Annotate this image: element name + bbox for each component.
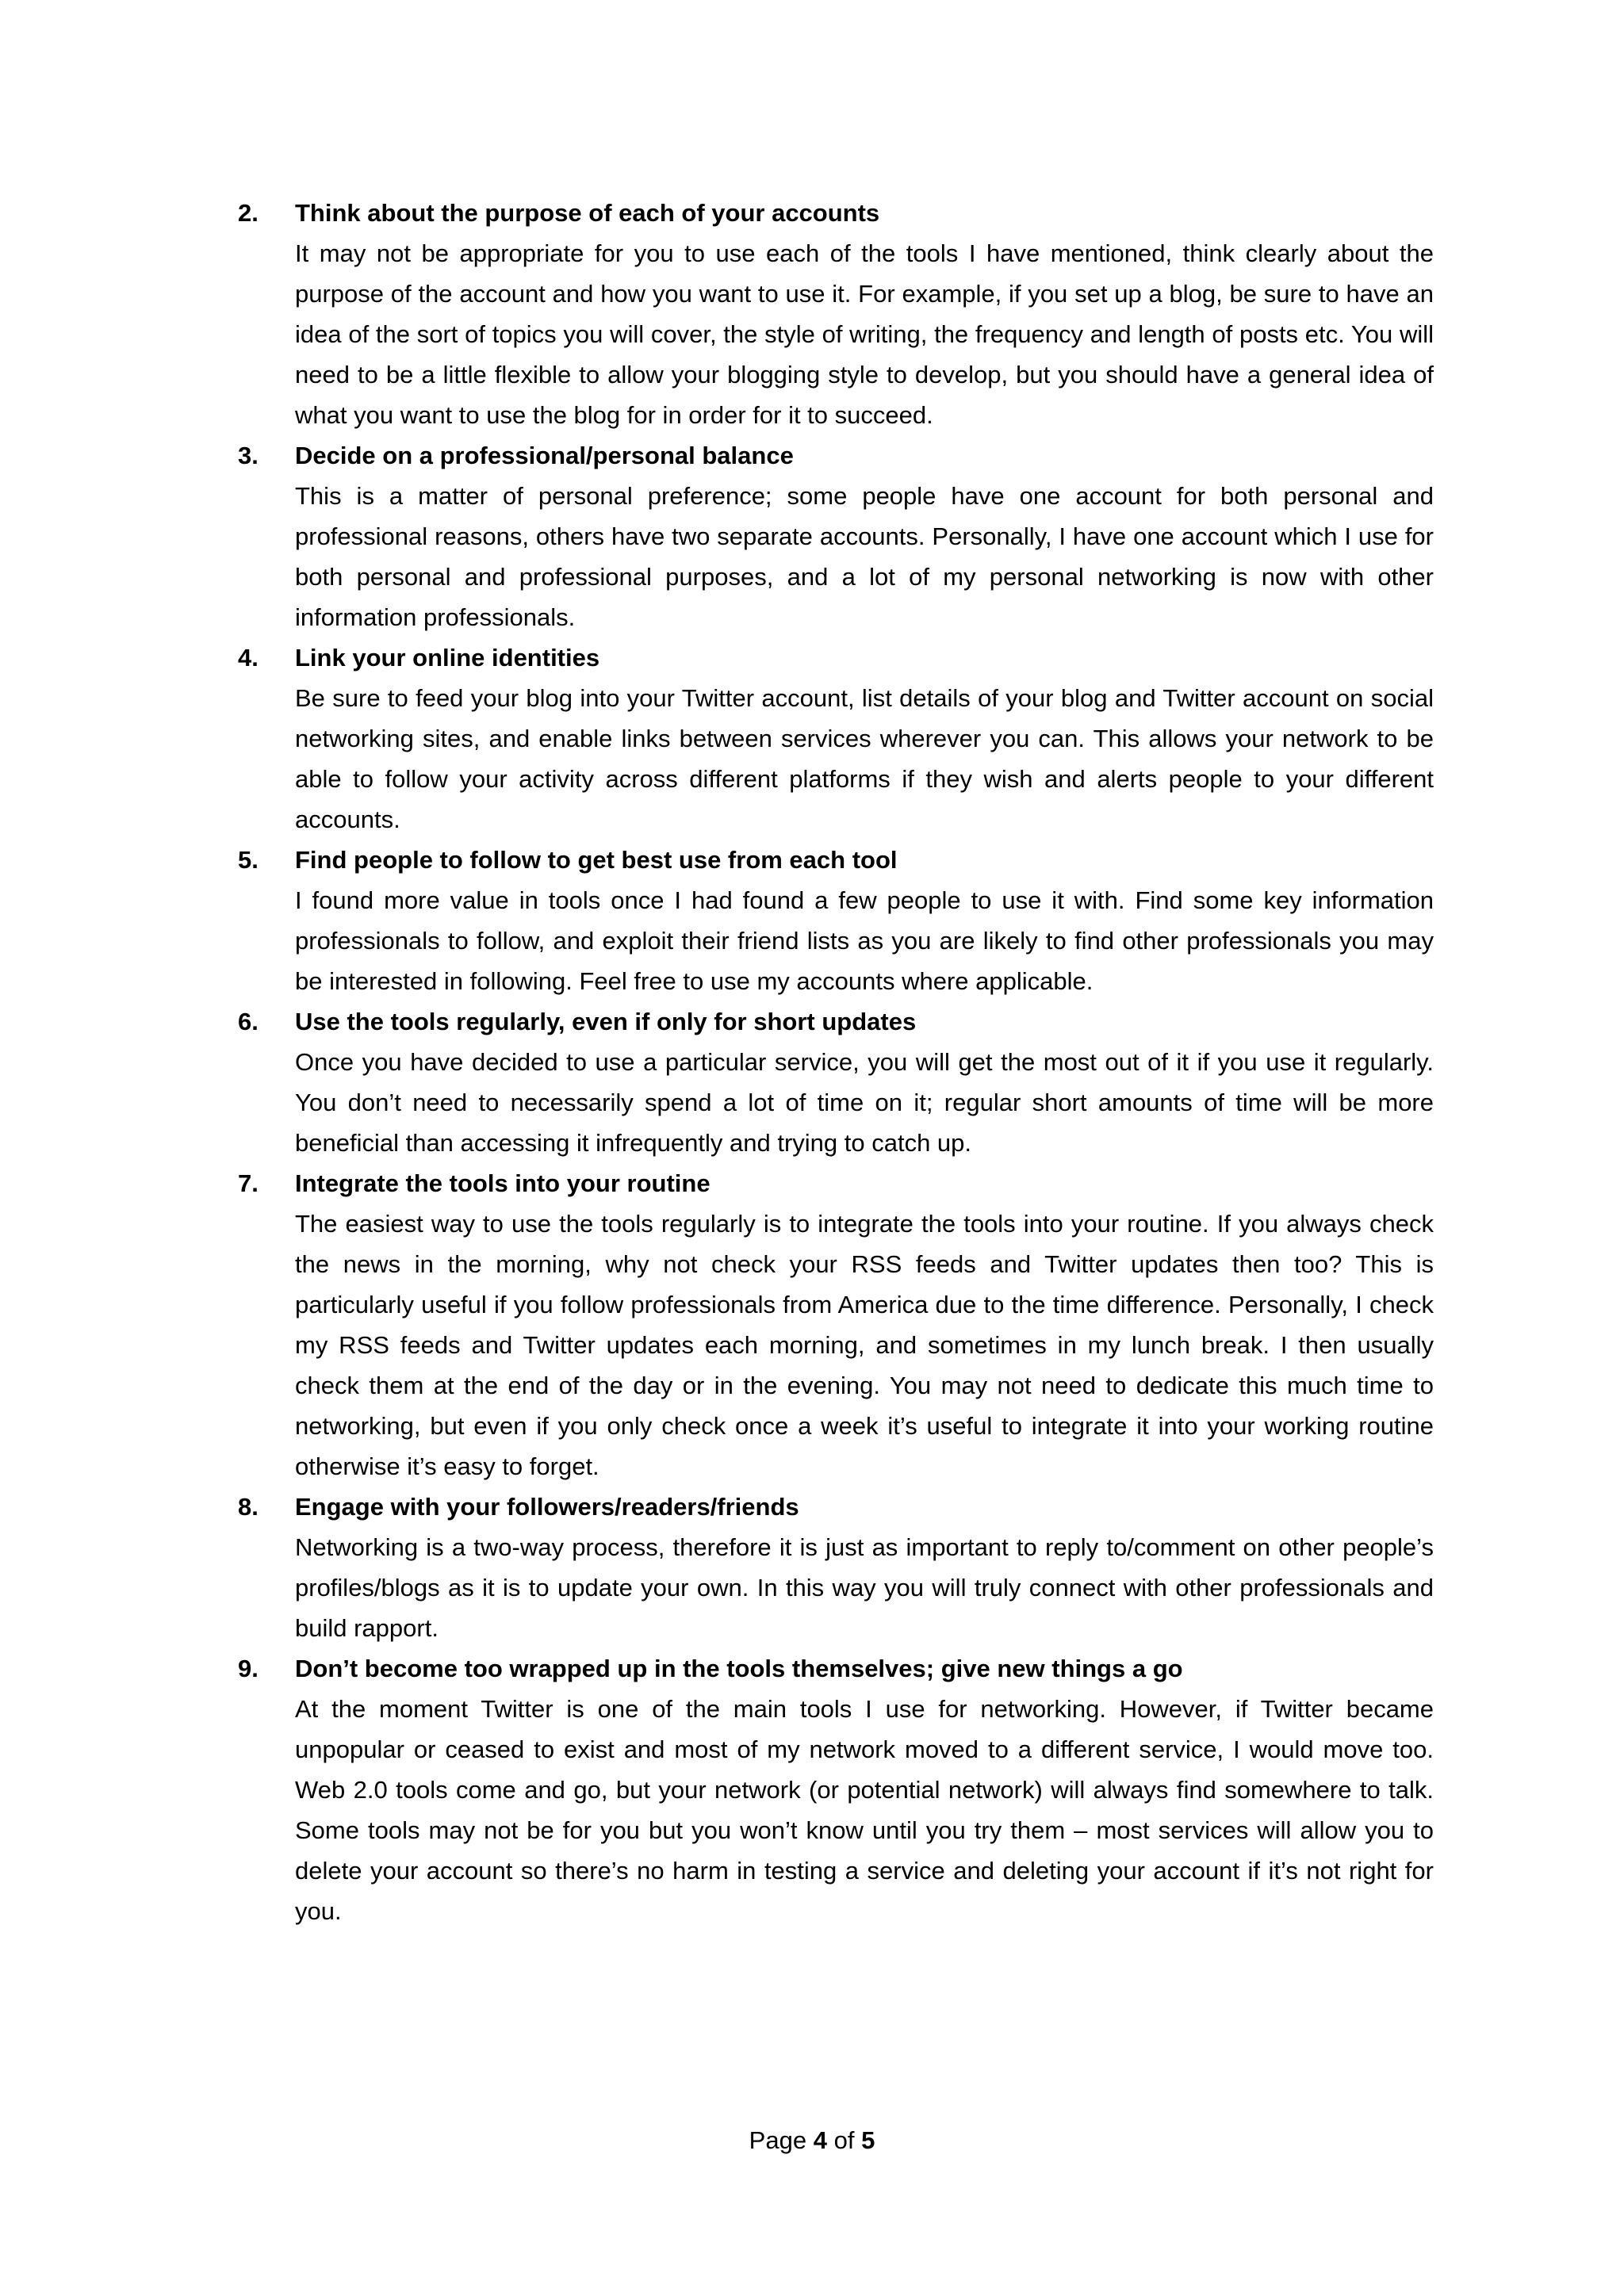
list-item: [238, 435, 1434, 637]
page-footer: [0, 2125, 1624, 2156]
tips-list: [238, 193, 1434, 1931]
page-current-number: 4: [813, 2126, 827, 2154]
list-item-number: 8.: [238, 1493, 259, 1521]
list-item: [238, 193, 1434, 435]
list-item-heading: Find people to follow to get best use from each tool: [295, 846, 898, 874]
list-item-number: 9.: [238, 1655, 259, 1682]
list-item: [238, 1001, 1434, 1163]
page-footer-of: of: [833, 2126, 855, 2154]
list-item-paragraph: Be sure to feed your blog into your Twitter account, list details of your blog and Twitter account on social networking sites, and enable links between services wherever you can. This allows your network to be able to follow your activity across different platforms if they wish and alerts people to your different accounts.: [295, 684, 1434, 833]
list-item: [238, 1163, 1434, 1487]
list-item-paragraph: At the moment Twitter is one of the main tools I use for networking. However, if Twitter became unpopular or ceased to exist and most of my network moved to a different service, I would move too. Web 2.0 tools come and go, but your network (or potential network) will always find somewhere to talk. Some tools may not be for you but you won’t know until you try them – most services will allow you to delete your account so there’s no harm in testing a service and deleting your account if it’s not right for you.: [295, 1695, 1434, 1925]
list-item-heading: Think about the purpose of each of your accounts: [295, 199, 880, 227]
list-item-heading: Integrate the tools into your routine: [295, 1169, 710, 1197]
list-item-number: 4.: [238, 644, 259, 672]
list-item-paragraph: This is a matter of personal preference; some people have one account for both personal and professional reasons, others have two separate accounts. Personally, I have one account which I use for both personal and professional purposes, and a lot of my personal networking is now with other information professionals.: [295, 482, 1434, 631]
list-item: [238, 840, 1434, 1001]
list-item-heading: Don’t become too wrapped up in the tools themselves; give new things a go: [295, 1655, 1183, 1682]
list-item-number: 7.: [238, 1169, 259, 1197]
list-item-number: 3.: [238, 442, 259, 469]
list-item-number: 2.: [238, 199, 259, 227]
list-item-number: 5.: [238, 846, 259, 874]
page-footer-prefix: Page: [749, 2126, 807, 2154]
page-total-number: 5: [861, 2126, 875, 2154]
list-item-paragraph: It may not be appropriate for you to use each of the tools I have mentioned, think clearly about the purpose of the account and how you want to use it. For example, if you set up a blog, be sure to have an idea of the sort of topics you will cover, the style of writing, the frequency and length of posts etc. You will need to be a little flexible to allow your blogging style to develop, but you should have a general idea of what you want to use the blog for in order for it to succeed.: [295, 239, 1434, 429]
list-item-paragraph: Networking is a two-way process, therefore it is just as important to reply to/comment on other people’s profiles/blogs as it is to update your own. In this way you will truly connect with other professionals and build rapport.: [295, 1533, 1434, 1642]
list-item: [238, 637, 1434, 840]
list-item-paragraph: The easiest way to use the tools regularly is to integrate the tools into your routine. If you always check the news in the morning, why not check your RSS feeds and Twitter updates then too? This is particularly useful if you follow professionals from America due to the time difference. Personally, I check my RSS feeds and Twitter updates each morning, and sometimes in my lunch break. I then usually check them at the end of the day or in the evening. You may not need to dedicate this much time to networking, but even if you only check once a week it’s useful to integrate it into your working routine otherwise it’s easy to forget.: [295, 1210, 1434, 1480]
list-item-paragraph: I found more value in tools once I had found a few people to use it with. Find some key information professionals to follow, and exploit their friend lists as you are likely to find other professionals you may be interested in following. Feel free to use my accounts where applicable.: [295, 886, 1434, 995]
list-item-number: 6.: [238, 1008, 259, 1035]
list-item-heading: Engage with your followers/readers/friends: [295, 1493, 799, 1521]
list-item-heading: Use the tools regularly, even if only for short updates: [295, 1008, 917, 1035]
list-item-heading: Decide on a professional/personal balance: [295, 442, 794, 469]
list-item-heading: Link your online identities: [295, 644, 600, 672]
list-item: [238, 1487, 1434, 1648]
list-item-paragraph: Once you have decided to use a particular service, you will get the most out of it if you use it regularly. You don’t need to necessarily spend a lot of time on it; regular short amounts of time will be more beneficial than accessing it infrequently and trying to catch up.: [295, 1048, 1434, 1157]
page-content: [238, 193, 1434, 1931]
list-item: [238, 1648, 1434, 1931]
